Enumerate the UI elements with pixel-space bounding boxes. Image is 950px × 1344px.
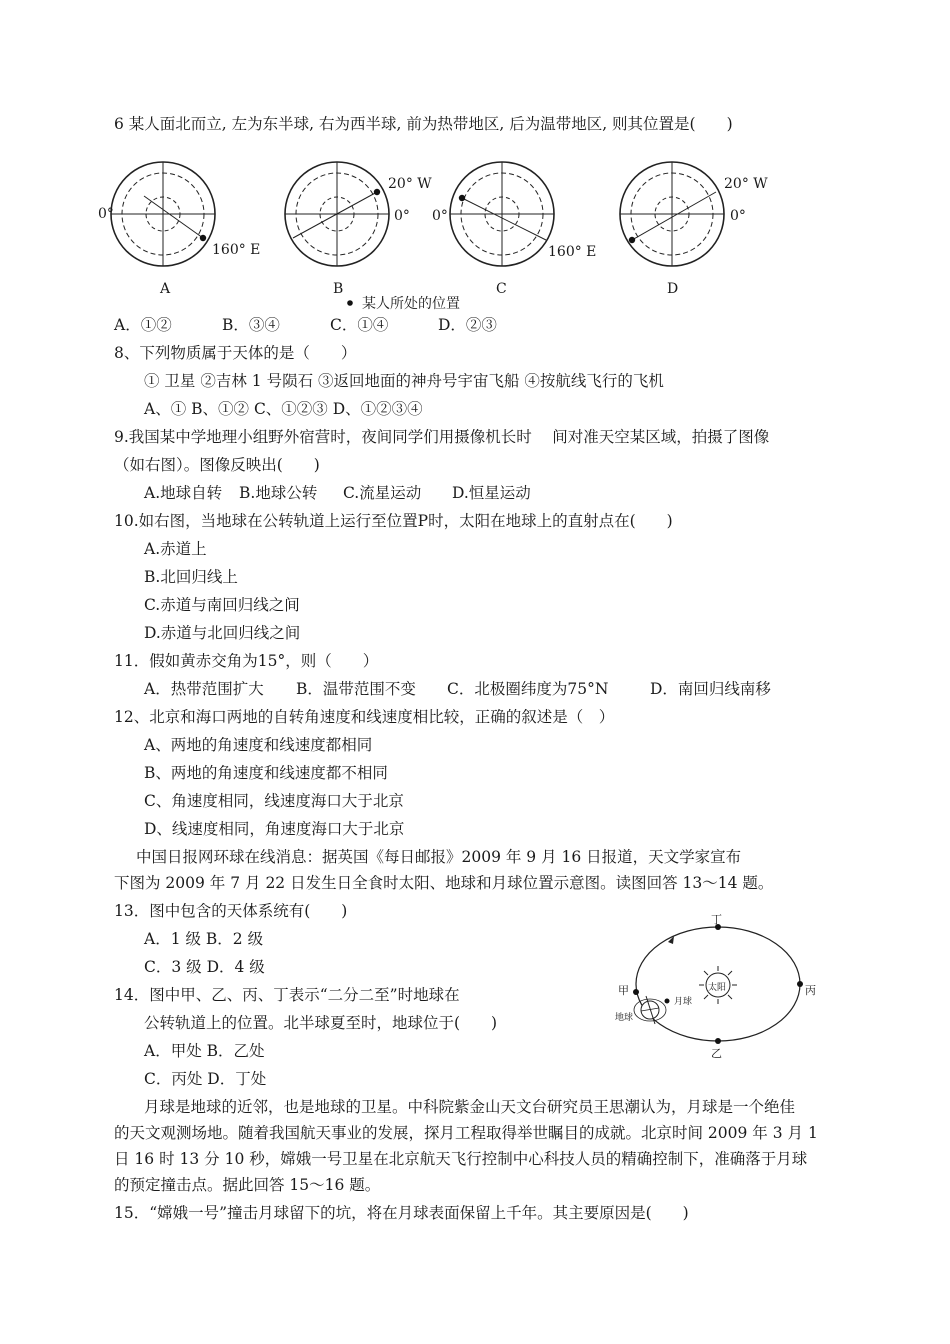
q12-stem: 12、北京和海口两地的自转角速度和线速度相比较，正确的叙述是（ ） bbox=[114, 708, 615, 726]
q9-option-c[interactable]: C.流星运动 bbox=[343, 484, 422, 502]
intro-13-line-1: 中国日报网环球在线消息：据英国《每日邮报》2009 年 9 月 16 日报道，天文学家宣布 bbox=[136, 848, 742, 866]
q9-option-a[interactable]: A.地球自转 bbox=[144, 484, 223, 502]
intro-15-line-3: 日 16 时 13 分 10 秒，嫦娥一号卫星在北京航天飞行控制中心科技人员的精确控制下，准确落于月球 bbox=[114, 1150, 808, 1168]
q10-option-a[interactable]: A.赤道上 bbox=[144, 540, 207, 558]
globe-a-side-label: 160° E bbox=[212, 242, 261, 258]
intro-15-line-2: 的天文观测场地。随着我国航天事业的发展，探月工程取得举世瞩目的成就。北京时间 2009 年 3 月 1 bbox=[114, 1124, 818, 1142]
q6-globes-figure bbox=[0, 158, 950, 312]
q10-option-d[interactable]: D.赤道与北回归线之间 bbox=[144, 624, 301, 642]
globe-a-zero-label: 0° bbox=[98, 206, 114, 222]
person-position-marker bbox=[629, 237, 635, 243]
q6-options bbox=[114, 315, 497, 335]
q12-option-b[interactable]: B、两地的角速度和线速度都不相同 bbox=[144, 764, 388, 782]
q13-options-row-2[interactable]: C．3 级 D．4 级 bbox=[144, 958, 265, 976]
q11-options bbox=[144, 679, 771, 699]
globe-b-zero-label: 0° bbox=[394, 208, 410, 224]
globe-a-letter: A bbox=[160, 281, 171, 297]
bing-label: 丙 bbox=[805, 984, 816, 997]
globe-b-side-label: 20° W bbox=[388, 176, 432, 192]
globe-a bbox=[111, 162, 215, 266]
q14-options-row-1[interactable]: A．甲处 B．乙处 bbox=[144, 1042, 265, 1060]
q15-stem: 15．“嫦娥一号”撞击月球留下的坑，将在月球表面保留上千年。其主要原因是( ) bbox=[114, 1204, 689, 1222]
q9-options bbox=[144, 483, 531, 503]
q10-stem: 10.如右图，当地球在公转轨道上运行至位置P时，太阳在地球上的直射点在( ) bbox=[114, 512, 673, 530]
q13-stem: 13．图中包含的天体系统有( ) bbox=[114, 902, 348, 920]
position-bing-dot bbox=[797, 981, 803, 987]
q9-stem-2: （如右图）。图像反映出( ) bbox=[114, 456, 320, 474]
orbit-figure bbox=[612, 912, 832, 1060]
q9-stem-1: 9.我国某中学地理小组野外宿营时，夜间同学们用摄像机长时 间对准天空某区域，拍摄了图像 bbox=[114, 428, 770, 446]
q9-option-b[interactable]: B.地球公转 bbox=[239, 484, 318, 502]
q11-option-d[interactable]: D．南回归线南移 bbox=[650, 680, 771, 698]
sun-label: 太阳 bbox=[708, 983, 727, 993]
legend-label: 某人所处的位置 bbox=[362, 296, 460, 312]
q12-option-c[interactable]: C、角速度相同，线速度海口大于北京 bbox=[144, 792, 404, 810]
ding-label: 丁 bbox=[711, 913, 722, 926]
position-yi-dot bbox=[715, 1038, 721, 1044]
q12-option-d[interactable]: D、线速度相同，角速度海口大于北京 bbox=[144, 820, 405, 838]
person-position-marker bbox=[459, 195, 465, 201]
q11-option-a[interactable]: A．热带范围扩大 bbox=[144, 680, 264, 698]
q6-option-c[interactable]: C．①④ bbox=[330, 316, 389, 334]
q9-option-d[interactable]: D.恒星运动 bbox=[452, 484, 531, 502]
intro-13-line-2: 下图为 2009 年 7 月 22 日发生日全食时太阳、地球和月球位置示意图。读图回答 13～14 题。 bbox=[114, 874, 774, 892]
yi-label: 乙 bbox=[711, 1047, 722, 1060]
q10-option-c[interactable]: C.赤道与南回归线之间 bbox=[144, 596, 300, 614]
globe-c-zero-label: 0° bbox=[432, 208, 448, 224]
q8-options: A、① B、①② C、①②③ D、①②③④ bbox=[144, 400, 423, 418]
q6-option-d[interactable]: D．②③ bbox=[438, 316, 497, 334]
q13-options-row-1[interactable]: A．1 级 B．2 级 bbox=[144, 930, 264, 948]
q14-options-row-2[interactable]: C．丙处 D．丁处 bbox=[144, 1070, 267, 1088]
q6-option-b[interactable]: B．③④ bbox=[222, 316, 280, 334]
globe-c-letter: C bbox=[496, 281, 507, 297]
q11-option-c[interactable]: C．北极圈纬度为75°N bbox=[447, 680, 609, 698]
globe-d bbox=[620, 162, 724, 266]
position-jia-dot bbox=[633, 989, 639, 995]
person-position-marker bbox=[374, 189, 380, 195]
legend-dot-icon bbox=[347, 300, 353, 306]
globe-c-side-label: 160° E bbox=[548, 244, 597, 260]
q8-stem: 8、下列物质属于天体的是（ ） bbox=[114, 344, 357, 362]
globe-c bbox=[450, 162, 554, 266]
intro-15-line-1: 月球是地球的近邻，也是地球的卫星。中科院紫金山天文台研究员王思潮认为，月球是一个绝佳 bbox=[144, 1098, 796, 1116]
globe-d-letter: D bbox=[667, 281, 679, 297]
q6-stem: 6 某人面北而立, 左为东半球, 右为西半球, 前为热带地区, 后为温带地区, 则其位置是( ) bbox=[114, 115, 733, 133]
globe-b bbox=[285, 162, 389, 266]
jia-label: 甲 bbox=[618, 984, 629, 997]
person-position-marker bbox=[200, 235, 206, 241]
q8-items: ① 卫星 ②吉林 1 号陨石 ③返回地面的神舟号宇宙飞船 ④按航线飞行的飞机 bbox=[144, 372, 664, 390]
globe-b-letter: B bbox=[333, 281, 344, 297]
moon-icon bbox=[665, 999, 670, 1004]
q6-option-a[interactable]: A．①② bbox=[114, 316, 172, 334]
q14-stem-1: 14．图中甲、乙、丙、丁表示“二分二至”时地球在 bbox=[114, 986, 460, 1004]
q11-option-b[interactable]: B．温带范围不变 bbox=[296, 680, 416, 698]
moon-label: 月球 bbox=[674, 997, 693, 1007]
globe-d-zero-label: 0° bbox=[730, 208, 746, 224]
earth-label: 地球 bbox=[615, 1013, 634, 1023]
q14-stem-2: 公转轨道上的位置。北半球夏至时，地球位于( ) bbox=[144, 1014, 498, 1032]
intro-15-line-4: 的预定撞击点。据此回答 15～16 题。 bbox=[114, 1176, 381, 1194]
q12-option-a[interactable]: A、两地的角速度和线速度都相同 bbox=[144, 736, 373, 754]
q11-stem: 11．假如黄赤交角为15°，则（ ） bbox=[114, 652, 379, 670]
globe-d-side-label: 20° W bbox=[724, 176, 768, 192]
q10-option-b[interactable]: B.北回归线上 bbox=[144, 568, 238, 586]
